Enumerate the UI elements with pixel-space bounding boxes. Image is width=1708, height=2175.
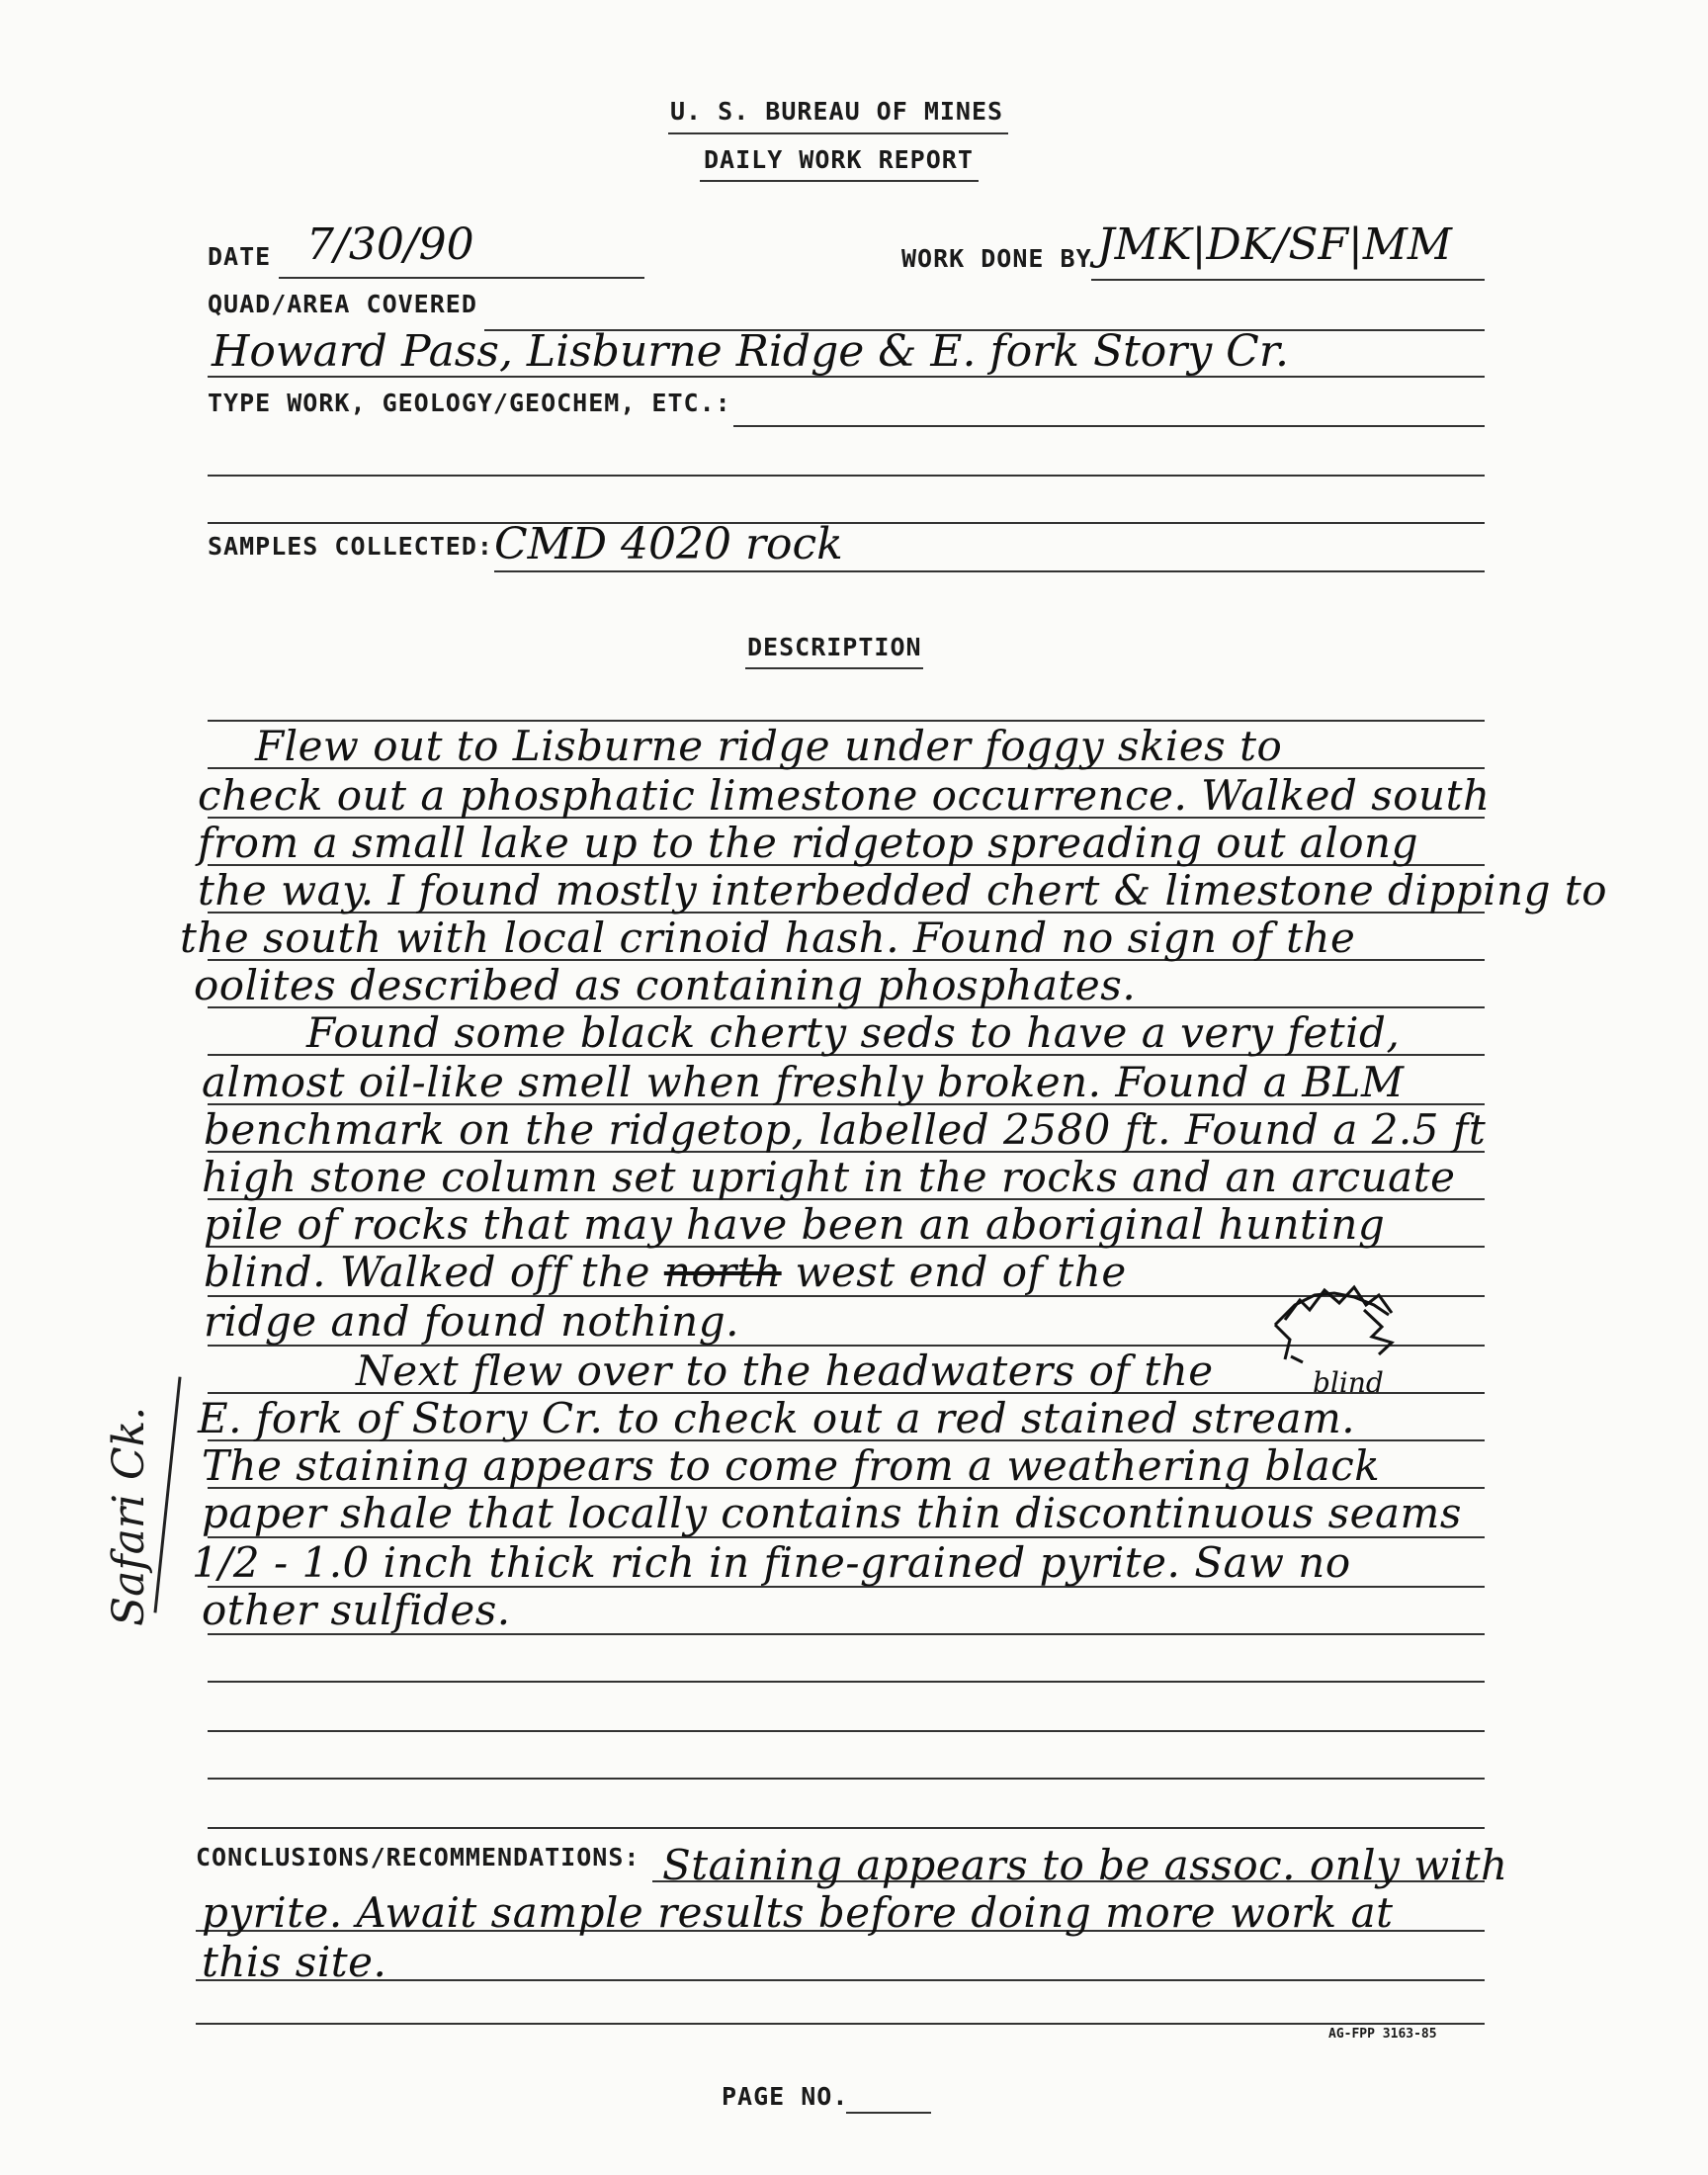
description-line-11: pile of rocks that may have been an aboriginal hunting [204,1200,1386,1249]
sketch-label: blind [1313,1366,1384,1399]
report-title: DAILY WORK REPORT [704,145,974,174]
margin-bracket [153,1377,181,1613]
struck-word: north [663,1248,782,1296]
description-rule [208,1778,1485,1780]
conclusions-line-4 [196,2023,1485,2025]
samples-line [494,570,1485,572]
description-line-19: other sulfides. [202,1586,511,1634]
description-line-17: paper shale that locally contains thin discontinuous seams [202,1489,1462,1537]
form-code: AG-FPP 3163-85 [1328,2027,1437,2042]
date-line [279,277,644,279]
page-number-line [846,2112,931,2114]
description-line-18: 1/2 - 1.0 inch thick rich in fine-grained pyrite. Saw no [192,1538,1351,1587]
date-label: DATE [208,242,272,271]
report-title-underline [700,180,979,182]
description-line-5: the south with local crinoid hash. Found no sign of the [180,914,1356,962]
description-line-4: the way. I found mostly interbedded chert & limestone dipping to [198,866,1607,914]
description-line-9: benchmark on the ridgetop, labelled 2580 ft. Found a 2.5 ft [204,1105,1487,1154]
type-work-line-1 [733,425,1485,427]
type-work-line-3 [208,522,1485,524]
description-line-14: Next flew over to the headwaters of the [356,1347,1214,1395]
quad-area-line-2 [208,376,1485,378]
samples-label: SAMPLES COLLECTED: [208,532,493,561]
agency-title-underline [668,132,1008,134]
type-work-label: TYPE WORK, GEOLOGY/GEOCHEM, ETC.: [208,389,731,417]
description-line-13: ridge and found nothing. [204,1297,739,1346]
agency-title: U. S. BUREAU OF MINES [670,97,1004,126]
conclusions-text-1: Staining appears to be assoc. only with [662,1841,1508,1889]
work-done-by-value: JMK|DK/SF|MM [1097,219,1452,270]
description-line-10: high stone column set upright in the rocks and an arcuate [202,1153,1456,1201]
description-line-1: Flew out to Lisburne ridge under foggy skies to [255,722,1283,770]
page-number-label: PAGE NO. [722,2082,849,2111]
conclusions-text-3: this site. [202,1938,387,1986]
quad-area-value: Howard Pass, Lisburne Ridge & E. fork Story Cr. [212,326,1290,377]
description-rule [208,1730,1485,1732]
conclusions-text-2: pyrite. Await sample results before doing more work at [202,1888,1394,1937]
description-heading-underline [745,667,923,669]
date-value: 7/30/90 [306,219,474,270]
description-rule [208,1827,1485,1829]
description-line-3: from a small lake up to the ridgetop spreading out along [198,819,1418,867]
quad-area-label: QUAD/AREA COVERED [208,290,477,318]
description-line-12-tail: west end of the [795,1248,1127,1296]
description-line-12 [204,1248,1127,1296]
description-line-7: Found some black cherty seds to have a very fetid, [306,1008,1401,1057]
description-line-16: The staining appears to come from a weathering black [202,1441,1381,1490]
description-line-6: oolites described as containing phosphates. [194,961,1137,1009]
work-done-by-label: WORK DONE BY [901,244,1092,273]
blind-sketch-icon [1255,1265,1433,1374]
description-rule [208,1681,1485,1683]
conclusions-line-3 [196,1979,1485,1981]
description-line-2: check out a phosphatic limestone occurrence. Walked south [198,771,1491,820]
description-line-12-start: blind. Walked off the [204,1248,650,1296]
description-line-8: almost oil-like smell when freshly broken. Found a BLM [202,1058,1405,1106]
conclusions-label: CONCLUSIONS/RECOMMENDATIONS: [196,1843,640,1871]
samples-value: CMD 4020 rock [494,519,843,569]
description-heading: DESCRIPTION [747,633,922,661]
description-line-15: E. fork of Story Cr. to check out a red stained stream. [198,1394,1356,1442]
margin-note: Safari Ck. [104,1406,154,1626]
type-work-line-2 [208,475,1485,477]
work-done-by-line [1091,279,1485,281]
